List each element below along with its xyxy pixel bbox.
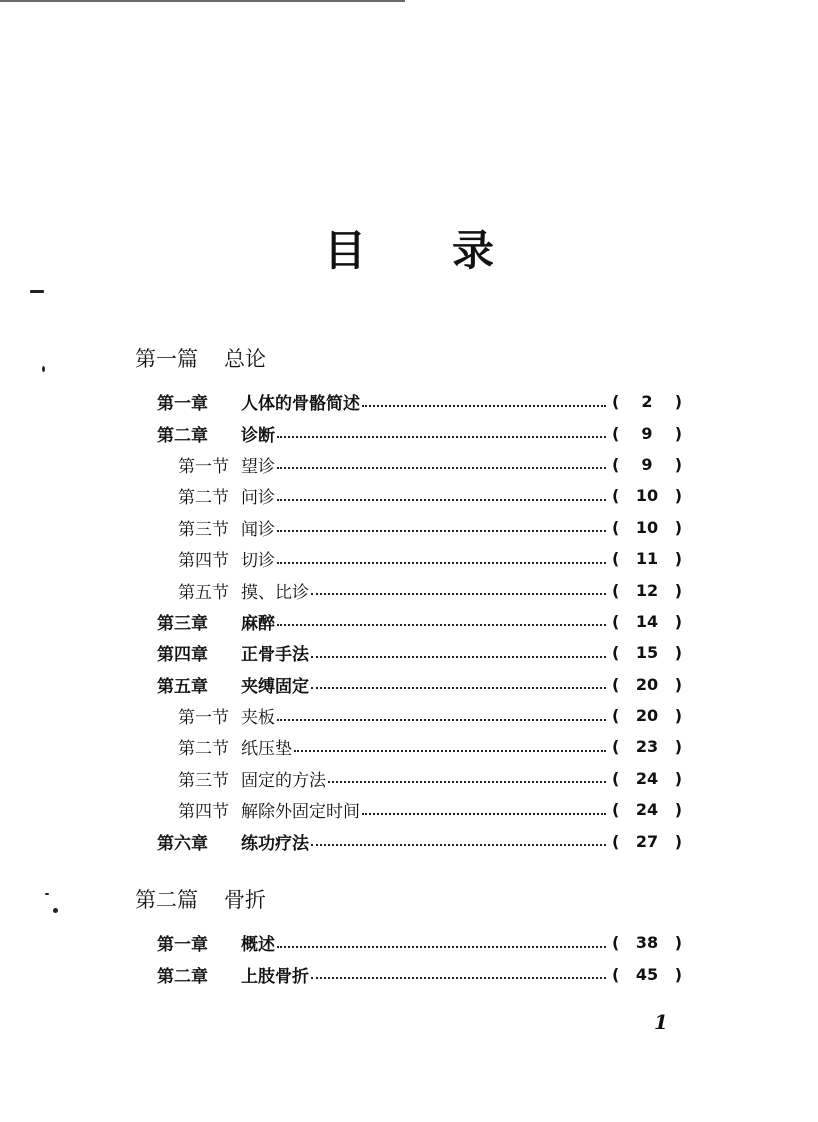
toc-section-entry (157, 700, 682, 731)
toc-title-char-1: 目 (323, 226, 366, 275)
toc-section-entry (157, 731, 682, 762)
entry-page-number: 9 (641, 454, 653, 474)
entry-page (612, 965, 682, 984)
paren-open: ( (612, 486, 620, 506)
paren-open: ( (612, 800, 620, 820)
part-heading-2 (135, 884, 266, 914)
entry-page-number: 45 (635, 964, 659, 984)
entry-title: 诊断 (241, 425, 275, 446)
entry-title: 夹板 (241, 708, 275, 729)
dot-leader (277, 465, 606, 469)
entry-page-number: 10 (635, 486, 659, 506)
entry-title: 上肢骨折 (241, 966, 309, 987)
paren-open: ( (612, 737, 620, 757)
dot-leader (277, 434, 606, 438)
paren-close: ) (674, 392, 682, 412)
toc-chapter-entry (157, 927, 682, 958)
toc-section-entry (157, 763, 682, 794)
dot-leader (328, 779, 606, 783)
paren-close: ) (674, 737, 682, 757)
part-name: 总论 (224, 347, 266, 371)
entry-number: 第六章 (157, 833, 208, 854)
page-number: 1 (654, 1010, 668, 1034)
paren-open: ( (612, 517, 620, 537)
entry-number: 第五章 (157, 676, 208, 697)
dot-leader (277, 528, 606, 532)
entry-title: 问诊 (241, 488, 275, 509)
paren-close: ) (674, 611, 682, 631)
entry-title: 正骨手法 (241, 645, 309, 666)
paren-open: ( (612, 674, 620, 694)
entry-page-number: 14 (635, 611, 659, 631)
dot-leader (311, 842, 606, 846)
entry-number: 第二章 (157, 966, 208, 987)
paren-close: ) (674, 580, 682, 600)
paren-open: ( (612, 831, 620, 851)
toc-section-entry (157, 794, 682, 825)
entry-page (612, 769, 682, 788)
entry-page (612, 612, 682, 631)
dot-leader (277, 622, 606, 626)
entry-page (612, 518, 682, 537)
paren-close: ) (674, 517, 682, 537)
entry-number: 第四节 (178, 802, 229, 823)
entry-page-number: 23 (635, 737, 659, 757)
paren-open: ( (612, 423, 620, 443)
entry-page-number: 20 (635, 674, 659, 694)
paren-open: ( (612, 768, 620, 788)
scan-speck (30, 290, 44, 293)
entry-page (612, 800, 682, 819)
entry-page (612, 581, 682, 600)
paren-close: ) (674, 643, 682, 663)
paren-open: ( (612, 933, 620, 953)
entry-number: 第四章 (157, 645, 208, 666)
entry-title: 固定的方法 (241, 770, 326, 791)
part-heading-1 (135, 343, 266, 373)
entry-title: 人体的骨骼简述 (241, 394, 360, 415)
entry-title: 纸压垫 (241, 739, 292, 760)
entry-number: 第一节 (178, 456, 229, 477)
entry-title: 练功疗法 (241, 833, 309, 854)
scan-edge-line (0, 0, 405, 2)
paren-close: ) (674, 674, 682, 694)
paren-open: ( (612, 392, 620, 412)
paren-open: ( (612, 964, 620, 984)
entry-page (612, 737, 682, 756)
toc-chapter-entry (157, 417, 682, 448)
paren-close: ) (674, 933, 682, 953)
entry-page-number: 10 (635, 517, 659, 537)
entry-number: 第二章 (157, 425, 208, 446)
dot-leader (294, 748, 606, 752)
entry-page (612, 392, 682, 411)
entry-title: 解除外固定时间 (241, 802, 360, 823)
entry-page-number: 27 (635, 831, 659, 851)
entry-page (612, 675, 682, 694)
paren-open: ( (612, 454, 620, 474)
paren-close: ) (674, 706, 682, 726)
dot-leader (277, 944, 606, 948)
toc-chapter-entry (157, 825, 682, 856)
entry-page-number: 2 (641, 392, 653, 412)
entry-number: 第五节 (178, 582, 229, 603)
entry-title: 望诊 (241, 456, 275, 477)
entry-number: 第四节 (178, 551, 229, 572)
entry-page-number: 15 (635, 643, 659, 663)
entry-page-number: 9 (641, 423, 653, 443)
paren-open: ( (612, 549, 620, 569)
dot-leader (277, 497, 606, 501)
toc-chapter-entry (157, 669, 682, 700)
entry-page-number: 24 (635, 768, 659, 788)
toc-chapter-entry (157, 637, 682, 668)
entry-number: 第一章 (157, 935, 208, 956)
entry-page (612, 549, 682, 568)
paren-open: ( (612, 643, 620, 663)
entry-page (612, 643, 682, 662)
entry-page (612, 486, 682, 505)
toc-section-entry (157, 512, 682, 543)
entry-page-number: 11 (635, 549, 659, 569)
dot-leader (311, 591, 606, 595)
scan-speck (42, 366, 45, 372)
entry-title: 摸、比诊 (241, 582, 309, 603)
paren-close: ) (674, 454, 682, 474)
part-label: 第一篇 (135, 347, 198, 371)
paren-close: ) (674, 768, 682, 788)
part-label: 第二篇 (135, 888, 198, 912)
toc-chapter-entry (157, 958, 682, 989)
paren-close: ) (674, 549, 682, 569)
toc-title (0, 218, 818, 278)
entry-title: 夹缚固定 (241, 676, 309, 697)
dot-leader (277, 717, 606, 721)
dot-leader (311, 654, 606, 658)
toc-title-char-2: 录 (452, 226, 495, 275)
entry-page (612, 455, 682, 474)
toc-section-entry (157, 449, 682, 480)
entry-page (612, 933, 682, 952)
entry-page (612, 832, 682, 851)
scan-speck (45, 893, 49, 895)
entry-number: 第二节 (178, 488, 229, 509)
paren-open: ( (612, 706, 620, 726)
toc-chapter-entry (157, 386, 682, 417)
entry-number: 第三节 (178, 519, 229, 540)
toc-chapter-entry (157, 606, 682, 637)
paren-open: ( (612, 580, 620, 600)
paren-close: ) (674, 423, 682, 443)
entry-page-number: 12 (635, 580, 659, 600)
dot-leader (362, 403, 606, 407)
toc-list-part-2 (157, 927, 682, 990)
entry-title: 麻醉 (241, 613, 275, 634)
entry-title: 切诊 (241, 551, 275, 572)
entry-page (612, 706, 682, 725)
toc-list-part-1 (157, 386, 682, 857)
entry-title: 闻诊 (241, 519, 275, 540)
entry-page (612, 424, 682, 443)
paren-close: ) (674, 800, 682, 820)
entry-title: 概述 (241, 935, 275, 956)
dot-leader (311, 685, 606, 689)
toc-section-entry (157, 480, 682, 511)
entry-number: 第一章 (157, 394, 208, 415)
paren-close: ) (674, 486, 682, 506)
dot-leader (311, 975, 606, 979)
entry-number: 第一节 (178, 708, 229, 729)
paren-open: ( (612, 611, 620, 631)
toc-section-entry (157, 574, 682, 605)
paren-close: ) (674, 831, 682, 851)
paren-close: ) (674, 964, 682, 984)
dot-leader (362, 811, 606, 815)
toc-section-entry (157, 543, 682, 574)
scan-speck (53, 908, 58, 913)
entry-page-number: 24 (635, 800, 659, 820)
entry-number: 第三节 (178, 770, 229, 791)
entry-page-number: 20 (635, 706, 659, 726)
part-name: 骨折 (224, 888, 266, 912)
entry-page-number: 38 (635, 933, 659, 953)
dot-leader (277, 560, 606, 564)
entry-number: 第三章 (157, 613, 208, 634)
entry-number: 第二节 (178, 739, 229, 760)
